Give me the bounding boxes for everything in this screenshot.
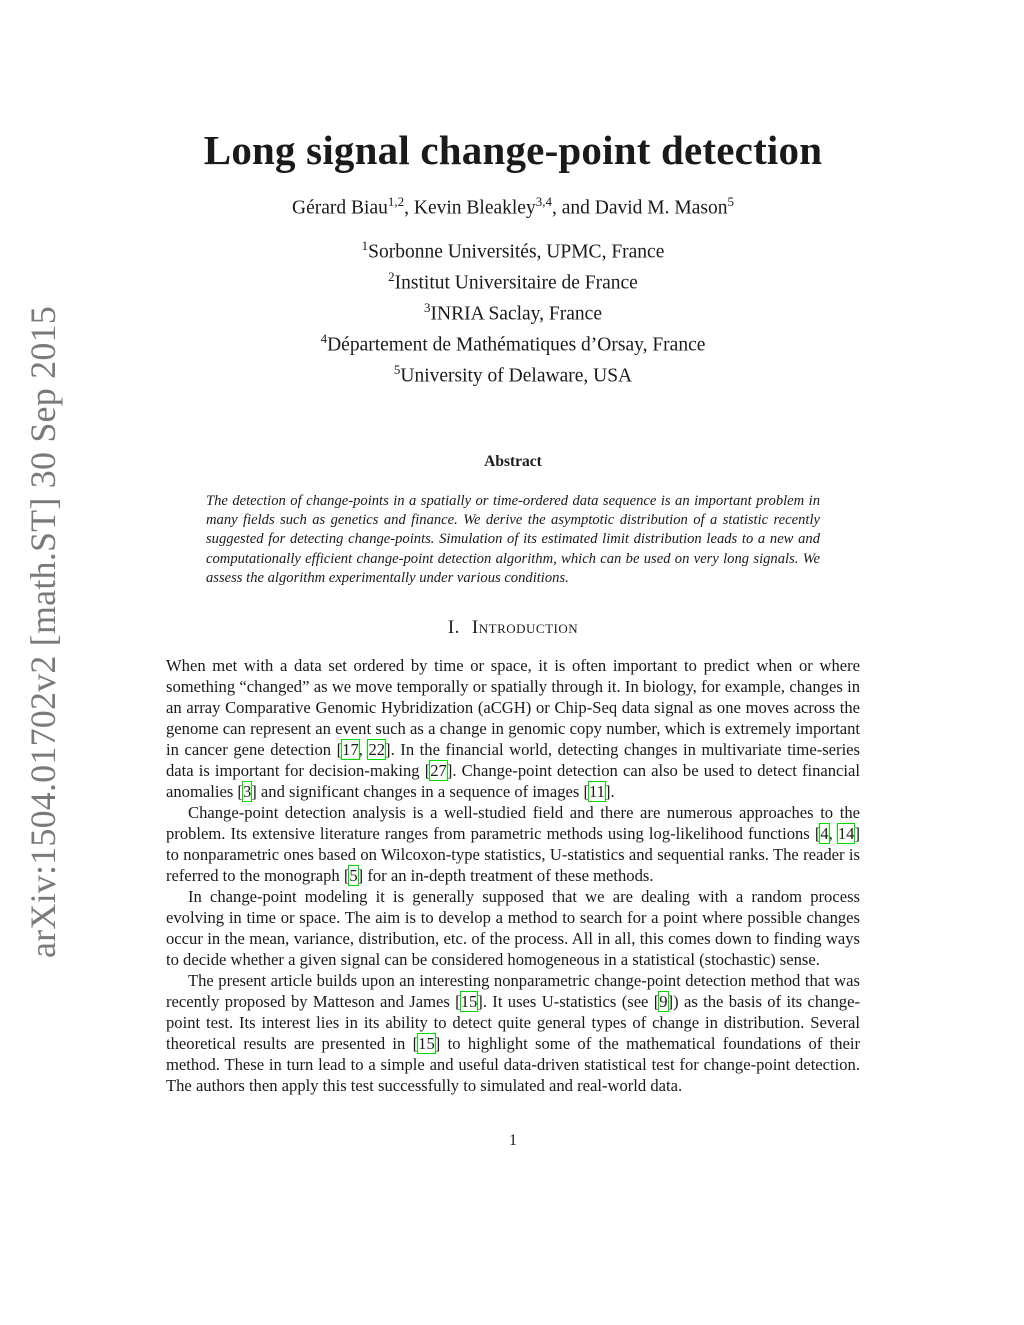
- citation-link[interactable]: 27: [430, 760, 447, 780]
- affiliation-text: Département de Mathématiques d’Orsay, France: [327, 334, 706, 355]
- section-number: I.: [447, 616, 460, 638]
- affiliation-mark: 5: [393, 361, 401, 377]
- citation-link[interactable]: 14: [837, 823, 855, 843]
- author-name: Kevin Bleakley: [413, 197, 536, 219]
- affiliation-line: [166, 265, 860, 296]
- citation-link[interactable]: 5: [349, 865, 358, 885]
- affiliation-line: [166, 327, 860, 358]
- paper-title: Long signal change-point detection: [203, 127, 823, 173]
- body-paragraph: In change-point modeling it is generally supposed that we are dealing with a random process evolving in time or space. The aim is to develop a method to search for a point where possible changes occur in the mean, variance, distribution, etc. of the process. All in all, this comes down to finding ways to decide whether a given signal can be considered homogeneous in a statistical (stochastic) sense.: [166, 886, 860, 969]
- abstract-text: The detection of change-points in a spatially or time-ordered data sequence is an important problem in many fields such as genetics and finance. We derive the asymptotic distribution of a statistic recently suggested for detecting change-points. Simulation of its estimated limit distribution leads to a new and computationally efficient change-point detection algorithm, which can be used on very long signals. We assess the algorithm experimentally under various conditions.: [206, 492, 820, 587]
- section-body: [166, 655, 860, 1096]
- affiliation-text: Institut Universitaire de France: [394, 272, 638, 293]
- citation-link[interactable]: 4: [820, 823, 829, 843]
- body-paragraph: The present article builds upon an interesting nonparametric change-point detection method that was recently proposed by Matteson and James [15]. It uses U-statistics (see [9]) as the basis of its change-point test. Its interest lies in its ability to detect quite general types of change in distribution. Several theoretical results are presented in [15] to highlight some of the mathematical foundations of their method. These in turn lead to a simple and useful data-driven statistical test for change-point detection. The authors then apply this test successfully to simulated and real-world data.: [166, 970, 860, 1095]
- citation-link[interactable]: 11: [589, 781, 605, 801]
- affiliation-line: [166, 358, 860, 389]
- citation-link[interactable]: 3: [242, 781, 252, 801]
- affiliation-mark: 3: [424, 299, 431, 315]
- affiliation-mark: 1: [361, 237, 369, 253]
- arxiv-identifier-stamp: arXiv:1504.01702v2 [math.ST] 30 Sep 2015: [23, 306, 63, 958]
- author-list: Gérard Biau$^{1,2}$, Kevin Bleakley$^{3,4}$, and David M. Mason$^5$: [292, 194, 734, 219]
- affiliation-text: University of Delaware, USA: [400, 365, 633, 386]
- section-heading: [166, 617, 860, 639]
- affiliation-mark: 4: [320, 330, 328, 346]
- body-paragraph: Change-point detection analysis is a well-studied field and there are numerous approaches to the problem. Its extensive literature ranges from parametric methods using log-likelihood functions [4, 14] to nonparametric ones based on Wilcoxon-type statistics, U-statistics and sequential ranks. The reader is referred to the monograph [5] for an in-depth treatment of these methods.: [166, 802, 860, 885]
- affiliation-line: [166, 234, 860, 265]
- author-affiliation-mark: 1,2: [387, 194, 405, 209]
- author-affiliation-mark: 3,4: [535, 194, 552, 209]
- author-affiliation-mark: 5: [727, 194, 734, 209]
- affiliation-text: INRIA Saclay, France: [430, 303, 602, 324]
- body-paragraph: When met with a data set ordered by time or space, it is often important to predict when or where something “changed” as we move temporally or spatially through it. In biology, for example, changes in an array Comparative Genomic Hybridization (aCGH) or Chip-Seq data signal as one moves across the genome can represent an event such as a change in genomic copy number, which is extremely important in cancer gene detection [17, 22]. In the financial world, detecting changes in multivariate time-series data is important for decision-making [27]. Change-point detection can also be used to detect financial anomalies [3] and significant changes in a sequence of images [11].: [166, 655, 860, 801]
- section-title: Introduction: [471, 616, 579, 638]
- affiliation-text: Sorbonne Universités, UPMC, France: [368, 241, 665, 262]
- paper-page: [166, 0, 860, 1150]
- affiliation-line: [166, 296, 860, 327]
- citation-link[interactable]: 22: [368, 739, 386, 759]
- author-name: Gérard Biau: [292, 197, 388, 219]
- affiliation-list: [166, 234, 860, 389]
- abstract-heading: Abstract: [484, 452, 542, 470]
- author-name: David M. Mason: [594, 197, 728, 219]
- citation-link[interactable]: 15: [418, 1033, 435, 1053]
- citation-link[interactable]: 15: [460, 991, 478, 1011]
- page-number: 1: [509, 1131, 517, 1149]
- citation-link[interactable]: 17: [342, 739, 359, 759]
- citation-link[interactable]: 9: [659, 991, 668, 1011]
- affiliation-mark: 2: [388, 268, 395, 284]
